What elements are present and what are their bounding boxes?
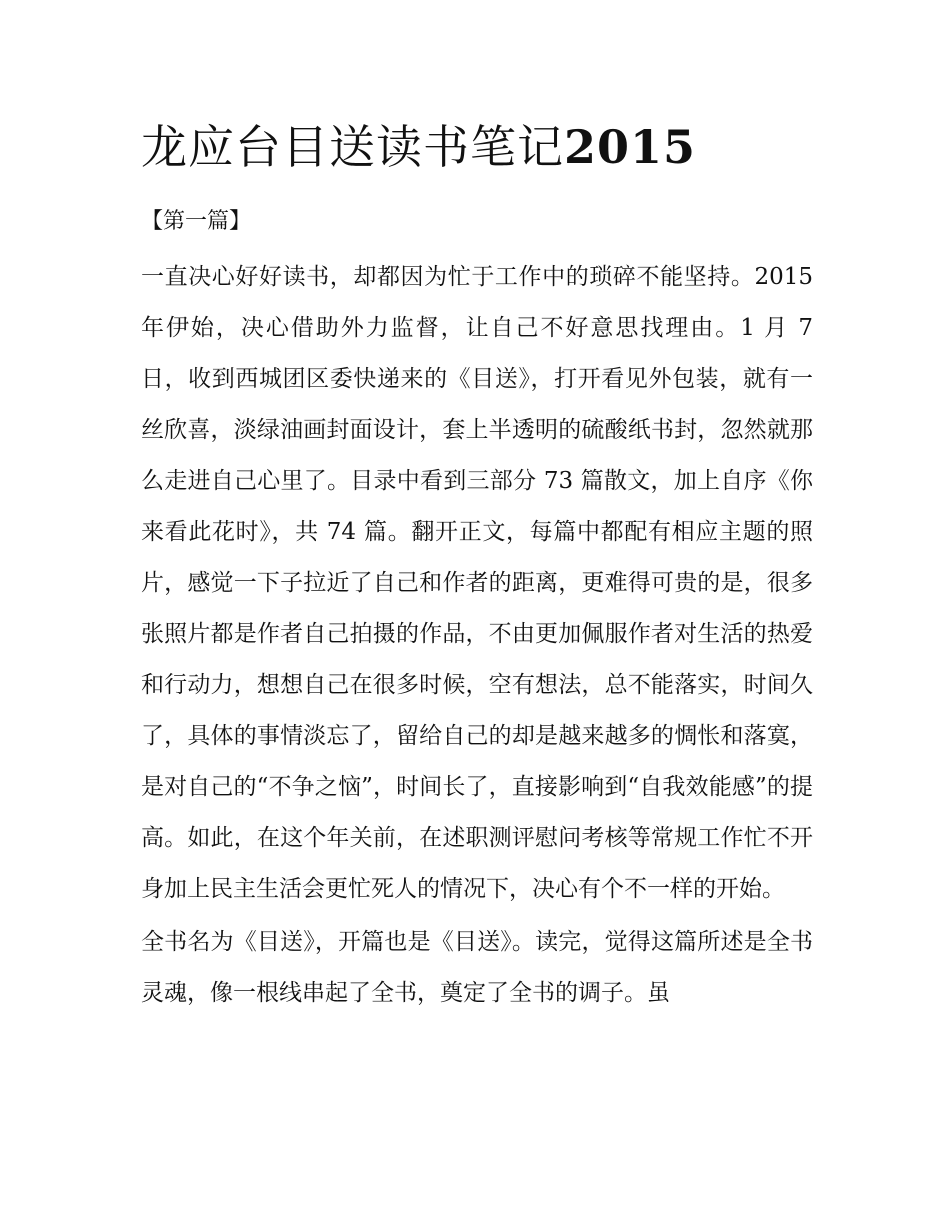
paragraph-2: 全书名为《目送》，开篇也是《目送》。读完，觉得这篇所述是全书灵魂，像一根线串起了全书，奠定了全书的调子。虽 (141, 929, 813, 1006)
document-page (141, 112, 813, 1019)
paragraph-1: 一直决心好好读书，却都因为忙于工作中的琐碎不能坚持。2015 年伊始，决心借助外力监督，让自己不好意思找理由。1 月 7 日，收到西城团区委快递来的《目送》，打开看见外包装，就有一丝欣喜，淡绿油画封面设计，套上半透明的硫酸纸书封，忽然就那么走进自己心里了。目录中看到三部分 73 篇散文，加上自序《你来看此花时》，共 74 篇。翻开正文，每篇中都配有相应主题的照片，感觉一下子拉近了自己和作者的距离，更难得可贵的是，很多张照片都是作者自己拍摄的作品，不由更加佩服作者对生活的热爱和行动力，想想自己在很多时候，空有想法，总不能落实，时间久了，具体的事情淡忘了，留给自己的却是越来越多的惆怅和落寞，是对自己的“不争之恼”，时间长了，直接影响到“自我效能感”的提高。如此，在这个年关前，在述职测评慰问考核等常规工作忙不开身加上民主生活会更忙死人的情况下，决心有个不一样的开始。 (141, 264, 813, 902)
document-title (141, 112, 813, 182)
title-main: 龙应台目送读书笔记 (141, 120, 564, 174)
section-label: 【第一篇】 (141, 209, 252, 234)
title-year: 2015 (564, 120, 697, 174)
